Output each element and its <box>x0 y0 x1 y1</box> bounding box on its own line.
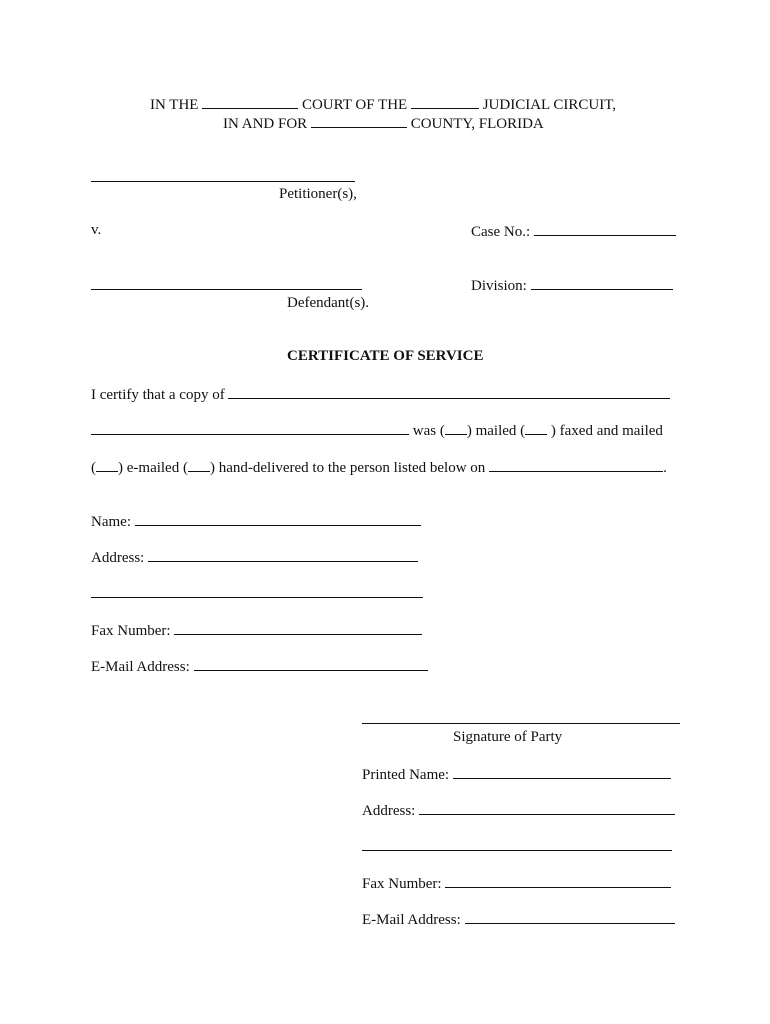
petitioner-label: Petitioner(s), <box>279 186 357 202</box>
faxed-mailed-text: ) faxed and mailed <box>547 423 663 439</box>
signer-address-line-2[interactable] <box>362 850 672 851</box>
signer-address-label: Address: <box>362 803 416 819</box>
recipient-name-label: Name: <box>91 514 131 530</box>
document-copy-field-cont[interactable] <box>91 420 409 435</box>
recipient-address-line-2[interactable] <box>91 597 423 598</box>
was-text: was ( <box>412 423 445 439</box>
signer-address-row <box>362 800 675 820</box>
emailed-checkbox[interactable] <box>96 457 118 472</box>
document-copy-field[interactable] <box>228 384 670 399</box>
signer-email-row <box>362 909 675 929</box>
header-county-florida: COUNTY, FLORIDA <box>410 116 544 132</box>
hand-delivered-text: ) hand-delivered to the person listed below on <box>209 460 486 476</box>
header-in-and-for: IN AND FOR <box>223 116 308 132</box>
defendant-label: Defendant(s). <box>287 295 370 311</box>
service-date-field[interactable] <box>489 457 663 472</box>
signer-fax-row <box>362 873 671 893</box>
court-blank[interactable] <box>202 94 298 109</box>
case-no-row <box>471 221 676 241</box>
certify-line-3 <box>91 457 667 477</box>
recipient-fax-row <box>91 620 422 640</box>
header-line-2 <box>223 113 544 133</box>
printed-name-row <box>362 764 671 784</box>
petitioner-line[interactable] <box>91 181 355 182</box>
header-court-of-the: COURT OF THE <box>301 97 408 113</box>
signer-email-label: E-Mail Address: <box>362 912 461 928</box>
printed-name-field[interactable] <box>453 764 671 779</box>
certify-line-2 <box>91 420 663 440</box>
recipient-address-label: Address: <box>91 550 145 566</box>
recipient-address-row <box>91 547 418 567</box>
header-judicial-circuit: JUDICIAL CIRCUIT, <box>482 97 617 113</box>
document-title: CERTIFICATE OF SERVICE <box>287 348 484 364</box>
period: . <box>663 460 667 476</box>
signer-fax-field[interactable] <box>445 873 671 888</box>
county-blank[interactable] <box>311 113 407 128</box>
recipient-address-field[interactable] <box>148 547 418 562</box>
mailed-checkbox[interactable] <box>445 420 467 435</box>
signature-line[interactable] <box>362 723 680 724</box>
recipient-name-field[interactable] <box>135 511 421 526</box>
certify-line-1 <box>91 384 670 404</box>
certify-text: I certify that a copy of <box>91 387 225 403</box>
versus-label: v. <box>91 222 102 238</box>
recipient-name-row <box>91 511 421 531</box>
header-in-the: IN THE <box>150 97 199 113</box>
division-label: Division: <box>471 278 527 294</box>
division-field[interactable] <box>531 275 673 290</box>
faxed-mailed-checkbox[interactable] <box>525 420 547 435</box>
printed-name-label: Printed Name: <box>362 767 450 783</box>
defendant-line[interactable] <box>91 289 362 290</box>
mailed-text: ) mailed ( <box>466 423 526 439</box>
recipient-email-label: E-Mail Address: <box>91 659 190 675</box>
recipient-email-field[interactable] <box>194 656 428 671</box>
open-paren: ( <box>91 460 96 476</box>
signature-label: Signature of Party <box>453 729 563 745</box>
signer-email-field[interactable] <box>465 909 675 924</box>
recipient-email-row <box>91 656 428 676</box>
division-row <box>471 275 673 295</box>
case-no-field[interactable] <box>534 221 676 236</box>
header-line-1 <box>150 94 616 114</box>
signer-fax-label: Fax Number: <box>362 876 442 892</box>
emailed-text: ) e-mailed ( <box>118 460 188 476</box>
hand-delivered-checkbox[interactable] <box>188 457 210 472</box>
recipient-fax-label: Fax Number: <box>91 623 171 639</box>
case-no-label: Case No.: <box>471 224 531 240</box>
recipient-fax-field[interactable] <box>174 620 422 635</box>
circuit-blank[interactable] <box>411 94 479 109</box>
signer-address-field[interactable] <box>419 800 675 815</box>
